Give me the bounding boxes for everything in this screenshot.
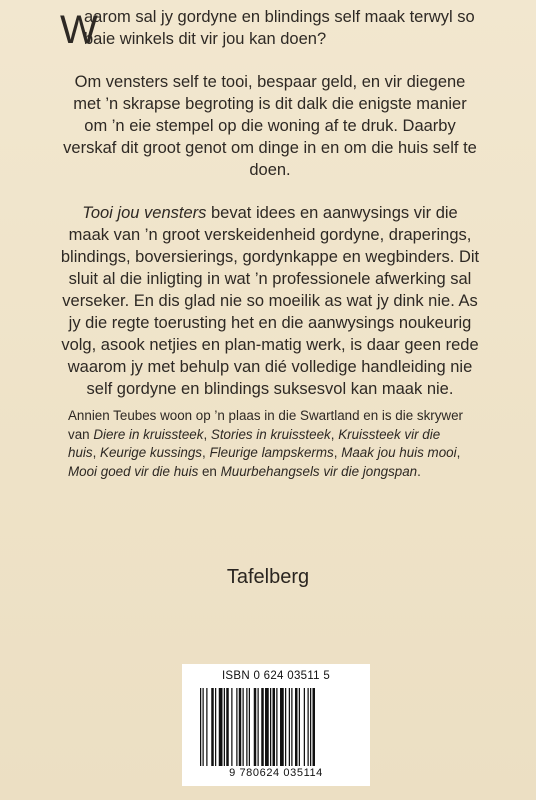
book-6: Maak jou huis mooi bbox=[341, 445, 457, 460]
book-2: Stories in kruissteek bbox=[210, 426, 331, 442]
ean-number: 9 780624 035114 bbox=[229, 767, 323, 779]
author-intro: Annien Teubes woon op ’n plaas in die Swartland en is die skrywer van bbox=[68, 408, 464, 442]
publisher-name: Tafelberg bbox=[226, 566, 310, 588]
isbn-text: ISBN 0 624 03511 5 bbox=[221, 670, 331, 682]
book-4: Keurige kussings bbox=[100, 445, 203, 460]
book-title: Tooi jou vensters bbox=[82, 204, 207, 222]
blurb-paragraph-3 bbox=[60, 202, 480, 400]
blurb-paragraph-1-text: aarom sal jy gordyne en blindings self maak terwyl so baie winkels dit vir jou kan doen? bbox=[84, 8, 475, 48]
blurb-paragraph-2: Om vensters self te tooi, bespaar geld, en vir diegene met ’n skrapse begroting is dit dalk die enigste manier om ’n eie stempel op die woning af te druk. Daarby verskaf dit groot genot om dinge in en om die huis self te doen. bbox=[63, 73, 477, 179]
book-1: Diere in kruissteek bbox=[93, 426, 204, 442]
drop-cap: W bbox=[60, 8, 98, 52]
blurb-text bbox=[60, 6, 480, 421]
book-3: Kruissteek vir die huis bbox=[68, 426, 441, 460]
barcode-icon bbox=[200, 688, 352, 766]
author-bio: Annien Teubes woon op ’n plaas in die Swartland en is die skrywer van Diere in kruissteek, Stories in kruissteek, Kruissteek vir die huis, Keurige kussings, Fleurige lampskerms, Maak jou huis mooi, Mooi goed vir die huis en Muurbehangsels vir die jongspan. bbox=[68, 408, 464, 479]
book-5: Fleurige lampskerms bbox=[209, 445, 334, 460]
book-8: Muurbehangsels vir die jongspan bbox=[220, 463, 418, 479]
blurb-paragraph-3-text: bevat idees en aanwysings vir die maak van ’n groot verskeidenheid gordyne, draperings, blindings, boversierings, gordynkappe en wegbinders. Dit sluit al die inligting in wat ’n professionele afwerking sal verseker. En dis glad nie so moeilik as wat jy dink nie. As jy die regte toerusting het en die aanwysings noukeurig volg, asook netjies en plan-matig werk, is daar geen rede waarom jy met behulp van dié volledige handleiding nie self gordyne en blindings suksesvol kan maak nie. bbox=[60, 204, 480, 398]
blurb-paragraph-1 bbox=[60, 6, 480, 50]
book-7: Mooi goed vir die huis bbox=[68, 463, 199, 479]
barcode-panel bbox=[182, 664, 370, 786]
